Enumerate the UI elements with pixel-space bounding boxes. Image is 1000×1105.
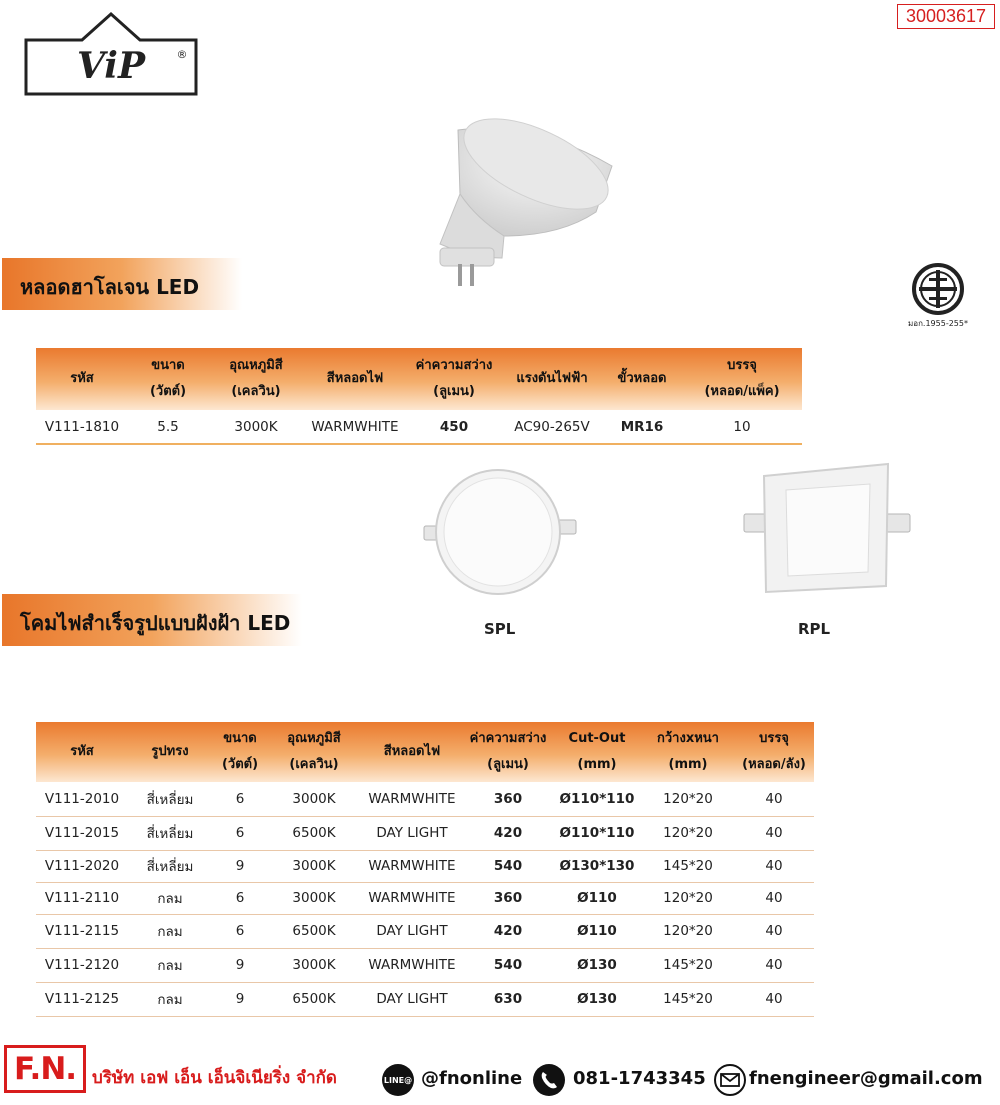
- cell-light-color: WARMWHITE: [360, 948, 464, 982]
- cell-watt: 9: [212, 948, 268, 982]
- cell-color-temp: 6500K: [268, 816, 360, 850]
- cell-pack: 40: [734, 850, 814, 882]
- section-title-halogen: หลอดฮาโลเจน LED: [20, 275, 200, 299]
- cell-color-temp: 6500K: [268, 914, 360, 948]
- spl-panel-image: [372, 462, 622, 612]
- mail-icon: [713, 1064, 747, 1096]
- cell-code: V111-1810: [36, 410, 128, 444]
- table-row: [36, 850, 814, 882]
- rpl-panel-image: [712, 458, 944, 618]
- cell-lumen: 540: [464, 948, 552, 982]
- cell-code: V111-2010: [36, 782, 128, 816]
- table-row: [36, 882, 814, 914]
- column-header: อุณหภูมิสี (เคลวิน): [208, 348, 304, 410]
- cell-dimension: 145*20: [642, 982, 734, 1016]
- cell-lumen: 630: [464, 982, 552, 1016]
- column-header: รูปทรง: [128, 722, 212, 782]
- cell-pack: 10: [682, 410, 802, 444]
- cell-dimension: 120*20: [642, 914, 734, 948]
- cell-light-color: DAY LIGHT: [360, 914, 464, 948]
- cell-lumen: 450: [406, 410, 502, 444]
- table-row: [36, 782, 814, 816]
- cell-light-color: WARMWHITE: [360, 850, 464, 882]
- cell-pack: 40: [734, 782, 814, 816]
- cell-shape: กลม: [128, 914, 212, 948]
- tis-mark-text: มอก.1955-255*: [908, 319, 968, 328]
- cell-color-temp: 3000K: [268, 850, 360, 882]
- table-row: [36, 982, 814, 1016]
- cell-dimension: 145*20: [642, 850, 734, 882]
- column-header: กว้างxหนา (mm): [642, 722, 734, 782]
- column-header: สีหลอดไฟ: [304, 348, 406, 410]
- cell-code: V111-2110: [36, 882, 128, 914]
- cell-watt: 6: [212, 816, 268, 850]
- company-name: บริษัท เอฟ เอ็น เอ็นจิเนียริ่ง จำกัด: [92, 1068, 337, 1088]
- cell-code: V111-2020: [36, 850, 128, 882]
- cell-cutout: Ø110: [552, 914, 642, 948]
- mr16-bulb-image: [420, 118, 620, 293]
- cell-dimension: 120*20: [642, 816, 734, 850]
- cell-code: V111-2115: [36, 914, 128, 948]
- cell-dimension: 120*20: [642, 782, 734, 816]
- column-header: สีหลอดไฟ: [360, 722, 464, 782]
- cell-color-temp: 3000K: [268, 882, 360, 914]
- table-row: [36, 914, 814, 948]
- column-header: ขนาด (วัตต์): [128, 348, 208, 410]
- cell-dimension: 145*20: [642, 948, 734, 982]
- tis-certification-mark: [893, 262, 983, 334]
- tis-icon: [908, 262, 968, 316]
- cell-watt: 9: [212, 850, 268, 882]
- cell-shape: กลม: [128, 948, 212, 982]
- logo-text: ViP: [76, 45, 146, 87]
- cell-color-temp: 3000K: [268, 782, 360, 816]
- cell-color-temp: 3000K: [208, 410, 304, 444]
- column-header: รหัส: [36, 348, 128, 410]
- column-header: ค่าความสว่าง (ลูเมน): [464, 722, 552, 782]
- cell-light-color: WARMWHITE: [304, 410, 406, 444]
- spl-label: SPL: [484, 620, 516, 638]
- contact-footer: [0, 1044, 1000, 1100]
- column-header: บรรจุ (หลอด/ลัง): [734, 722, 814, 782]
- cell-cutout: Ø130: [552, 982, 642, 1016]
- section-header-panel: [2, 594, 302, 646]
- cell-lumen: 420: [464, 914, 552, 948]
- cell-lumen: 360: [464, 882, 552, 914]
- halogen-spec-table: [36, 348, 802, 445]
- cell-code: V111-2125: [36, 982, 128, 1016]
- rpl-label: RPL: [798, 620, 831, 638]
- svg-text:LINE@: LINE@: [383, 1076, 413, 1085]
- cell-lumen: 540: [464, 850, 552, 882]
- table-row: [36, 410, 802, 444]
- cell-shape: สี่เหลี่ยม: [128, 850, 212, 882]
- section-header-halogen: [2, 258, 242, 310]
- line-id[interactable]: @fnonline: [421, 1068, 523, 1089]
- cell-watt: 5.5: [128, 410, 208, 444]
- cell-watt: 6: [212, 914, 268, 948]
- cell-shape: กลม: [128, 882, 212, 914]
- registered-mark: ®: [176, 48, 188, 61]
- line-icon: [381, 1063, 415, 1097]
- table-row: [36, 948, 814, 982]
- cell-pack: 40: [734, 816, 814, 850]
- cell-shape: กลม: [128, 982, 212, 1016]
- cell-pack: 40: [734, 948, 814, 982]
- column-header: ขั้วหลอด: [602, 348, 682, 410]
- column-header: Cut-Out (mm): [552, 722, 642, 782]
- table-header-row: [36, 348, 802, 410]
- column-header: แรงดันไฟฟ้า: [502, 348, 602, 410]
- cell-shape: สี่เหลี่ยม: [128, 816, 212, 850]
- cell-watt: 9: [212, 982, 268, 1016]
- cell-watt: 6: [212, 782, 268, 816]
- section-title-panel: โคมไฟสำเร็จรูปแบบฝังฝ้า LED: [20, 611, 291, 635]
- phone-icon: [532, 1063, 566, 1097]
- email-address[interactable]: fnengineer@gmail.com: [749, 1068, 983, 1089]
- cell-pack: 40: [734, 982, 814, 1016]
- table-row: [36, 816, 814, 850]
- phone-number[interactable]: 081-1743345: [573, 1068, 706, 1089]
- cell-shape: สี่เหลี่ยม: [128, 782, 212, 816]
- table-header-row: [36, 722, 814, 782]
- cell-cutout: Ø130*130: [552, 850, 642, 882]
- cell-lumen: 420: [464, 816, 552, 850]
- column-header: บรรจุ (หลอด/แพ็ค): [682, 348, 802, 410]
- cell-cutout: Ø110: [552, 882, 642, 914]
- column-header: ค่าความสว่าง (ลูเมน): [406, 348, 502, 410]
- cell-base: MR16: [602, 410, 682, 444]
- column-header: อุณหภูมิสี (เคลวิน): [268, 722, 360, 782]
- fn-logo: F.N.: [4, 1045, 86, 1093]
- cell-light-color: WARMWHITE: [360, 782, 464, 816]
- cell-code: V111-2015: [36, 816, 128, 850]
- panel-spec-table: [36, 722, 814, 1017]
- cell-lumen: 360: [464, 782, 552, 816]
- cell-code: V111-2120: [36, 948, 128, 982]
- cell-watt: 6: [212, 882, 268, 914]
- cell-cutout: Ø110*110: [552, 782, 642, 816]
- column-header: ขนาด (วัตต์): [212, 722, 268, 782]
- cell-cutout: Ø130: [552, 948, 642, 982]
- vip-logo: [22, 10, 200, 98]
- cell-pack: 40: [734, 914, 814, 948]
- catalog-number: 30003617: [897, 4, 995, 29]
- cell-light-color: WARMWHITE: [360, 882, 464, 914]
- cell-color-temp: 3000K: [268, 948, 360, 982]
- cell-voltage: AC90-265V: [502, 410, 602, 444]
- cell-pack: 40: [734, 882, 814, 914]
- cell-cutout: Ø110*110: [552, 816, 642, 850]
- cell-color-temp: 6500K: [268, 982, 360, 1016]
- cell-light-color: DAY LIGHT: [360, 816, 464, 850]
- cell-light-color: DAY LIGHT: [360, 982, 464, 1016]
- cell-dimension: 120*20: [642, 882, 734, 914]
- column-header: รหัส: [36, 722, 128, 782]
